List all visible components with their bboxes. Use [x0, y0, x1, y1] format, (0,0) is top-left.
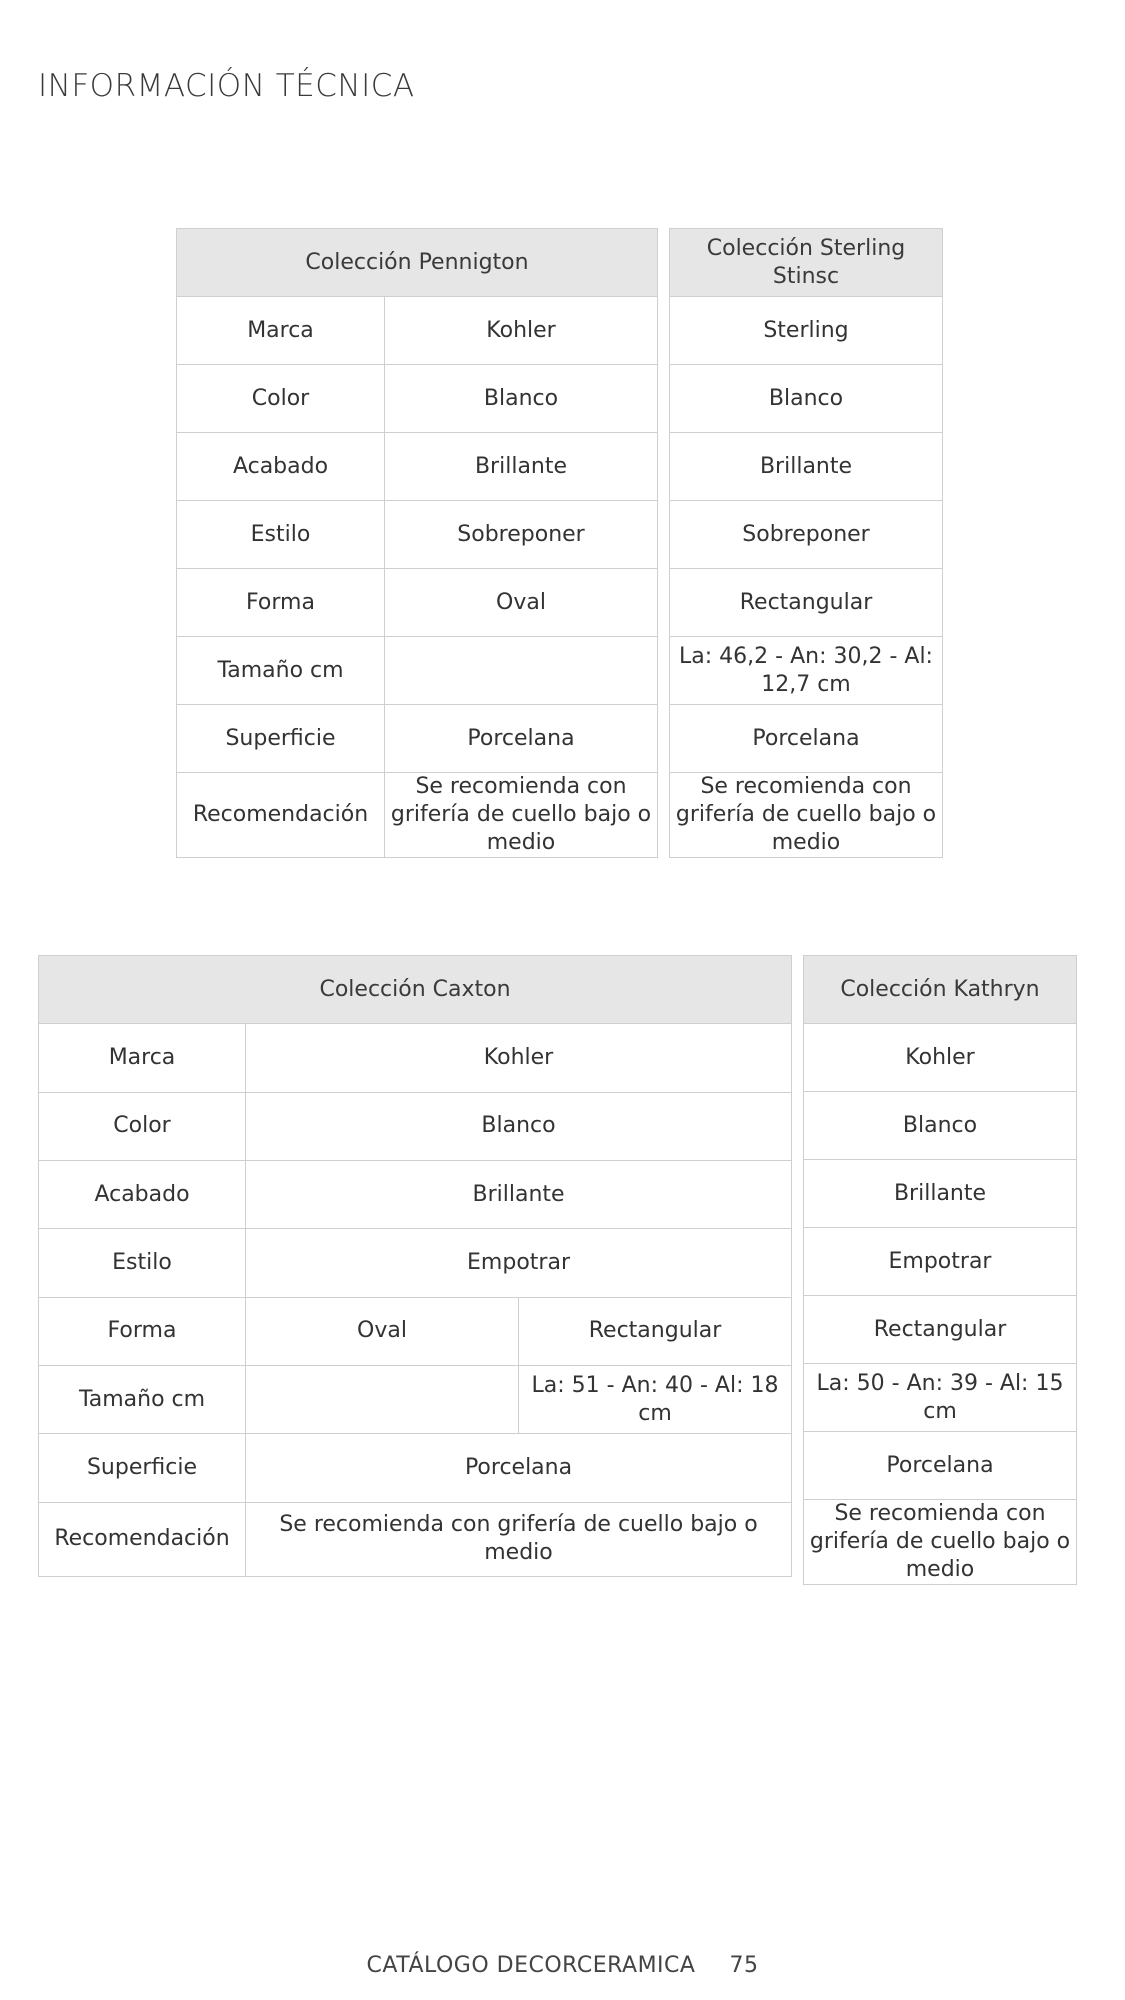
row-label-color: Color	[177, 365, 385, 433]
sterling-recomendacion: Se recomienda con grifería de cuello bajo o medio	[670, 773, 943, 858]
caxton-tamano-oval	[246, 1365, 519, 1433]
row-label-recomendacion: Recomendación	[39, 1502, 246, 1576]
sterling-spec-table	[669, 228, 943, 858]
pennigton-spec-table	[176, 228, 658, 858]
sterling-tamano: La: 46,2 - An: 30,2 - Al: 12,7 cm	[670, 637, 943, 705]
page-number: 75	[729, 1953, 759, 1978]
sterling-header: Colección Sterling Stinsc	[670, 229, 943, 297]
row-label-superficie: Superficie	[39, 1434, 246, 1502]
catalog-name: CATÁLOGO DECORCERAMICA	[366, 1953, 696, 1978]
kathryn-recomendacion: Se recomienda con grifería de cuello bajo o medio	[804, 1500, 1077, 1585]
page-title: INFORMACIÓN TÉCNICA	[38, 68, 415, 104]
row-label-recomendacion: Recomendación	[177, 773, 385, 858]
pennigton-superficie: Porcelana	[385, 705, 658, 773]
row-label-forma: Forma	[39, 1297, 246, 1365]
sterling-color: Blanco	[670, 365, 943, 433]
caxton-recomendacion: Se recomienda con grifería de cuello bajo o medio	[246, 1502, 792, 1576]
kathryn-header: Colección Kathryn	[804, 956, 1077, 1024]
caxton-spec-table	[38, 955, 792, 1577]
row-label-color: Color	[39, 1092, 246, 1160]
caxton-forma-rectangular: Rectangular	[519, 1297, 792, 1365]
page-footer	[0, 1953, 1125, 1978]
pennigton-color: Blanco	[385, 365, 658, 433]
kathryn-color: Blanco	[804, 1092, 1077, 1160]
pennigton-marca: Kohler	[385, 297, 658, 365]
caxton-superficie: Porcelana	[246, 1434, 792, 1502]
sterling-superficie: Porcelana	[670, 705, 943, 773]
pennigton-estilo: Sobreponer	[385, 501, 658, 569]
pennigton-acabado: Brillante	[385, 433, 658, 501]
pennigton-tamano	[385, 637, 658, 705]
kathryn-estilo: Empotrar	[804, 1228, 1077, 1296]
row-label-acabado: Acabado	[177, 433, 385, 501]
row-label-acabado: Acabado	[39, 1160, 246, 1228]
sterling-forma: Rectangular	[670, 569, 943, 637]
row-label-tamano: Tamaño cm	[177, 637, 385, 705]
kathryn-marca: Kohler	[804, 1024, 1077, 1092]
row-label-forma: Forma	[177, 569, 385, 637]
caxton-acabado: Brillante	[246, 1160, 792, 1228]
row-label-estilo: Estilo	[39, 1229, 246, 1297]
caxton-color: Blanco	[246, 1092, 792, 1160]
row-label-marca: Marca	[177, 297, 385, 365]
sterling-estilo: Sobreponer	[670, 501, 943, 569]
caxton-forma-oval: Oval	[246, 1297, 519, 1365]
row-label-estilo: Estilo	[177, 501, 385, 569]
kathryn-tamano: La: 50 - An: 39 - Al: 15 cm	[804, 1364, 1077, 1432]
sterling-acabado: Brillante	[670, 433, 943, 501]
row-label-superficie: Superficie	[177, 705, 385, 773]
kathryn-superficie: Porcelana	[804, 1432, 1077, 1500]
kathryn-forma: Rectangular	[804, 1296, 1077, 1364]
row-label-marca: Marca	[39, 1024, 246, 1092]
row-label-tamano: Tamaño cm	[39, 1365, 246, 1433]
sterling-marca: Sterling	[670, 297, 943, 365]
kathryn-spec-table	[803, 955, 1077, 1585]
pennigton-header: Colección Pennigton	[177, 229, 658, 297]
caxton-estilo: Empotrar	[246, 1229, 792, 1297]
pennigton-recomendacion: Se recomienda con grifería de cuello bajo o medio	[385, 773, 658, 858]
caxton-header: Colección Caxton	[39, 956, 792, 1024]
pennigton-forma: Oval	[385, 569, 658, 637]
caxton-tamano-rectangular: La: 51 - An: 40 - Al: 18 cm	[519, 1365, 792, 1433]
caxton-marca: Kohler	[246, 1024, 792, 1092]
kathryn-acabado: Brillante	[804, 1160, 1077, 1228]
